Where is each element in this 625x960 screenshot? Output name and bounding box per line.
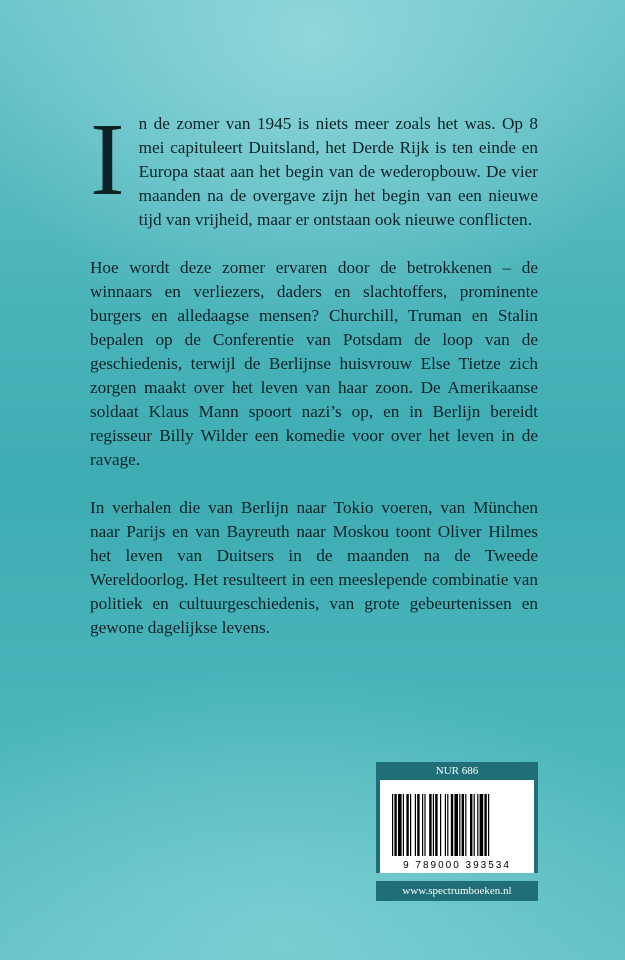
barcode-bar — [403, 794, 404, 856]
barcode-bar — [445, 794, 446, 856]
paragraph-2: Hoe wordt deze zomer ervaren door de betrokkenen – de winnaars en verliezers, daders en slachtoffers, prominente burgers en alledaagse mensen? Churchill, Truman en Stalin bepalen op de Conferentie van Potsdam de loop van de geschiedenis, terwijl de Berlijnse huisvrouw Else Tietze zich zorgen maakt over het leven van haar zoon. De Amerikaanse soldaat Klaus Mann spoort nazi’s op, en in Berlijn bereidt regisseur Billy Wilder een komedie voor over het leven in de ravage. — [90, 258, 538, 469]
barcode-bar — [462, 794, 464, 856]
barcode-bar — [484, 794, 486, 856]
paragraph-1-text: n de zomer van 1945 is niets meer zoals het was. Op 8 mei capituleert Duitsland, het Derde Rijk is ten einde en Europa staat aan het begin van de wederopbouw. De vier maanden na de overgave zijn het begin van een nieuwe tijd van vrijheid, maar er ontstaan ook nieuwe conflicten. — [138, 114, 538, 229]
barcode-bar — [454, 794, 458, 856]
paragraph-1 — [90, 102, 538, 232]
barcode-bar — [488, 794, 489, 856]
barcode-bar — [477, 794, 478, 856]
barcode-bar — [410, 794, 411, 856]
barcode-bar — [394, 794, 396, 856]
barcode-bar — [474, 794, 475, 856]
barcode-bar — [451, 794, 453, 856]
barcode-bar — [424, 794, 425, 856]
barcode-bar — [470, 794, 472, 856]
paragraph-3: In verhalen die van Berlijn naar Tokio voeren, van München naar Parijs en van Bayreuth naar Moskou toont Oliver Hilmes het leven van Duitsers in de maanden na de Tweede Wereldoorlog. Het resulteert in een meeslepende combinatie van politiek en cultuurgeschiedenis, van grote gebeurtenissen en gewone dagelijkse levens. — [90, 498, 538, 637]
nur-label: NUR 686 — [376, 762, 538, 780]
barcode-bar — [433, 794, 434, 856]
isbn-number: 9 789000 393534 — [403, 860, 511, 871]
barcode-graphic — [392, 794, 522, 856]
barcode-bar — [465, 794, 466, 856]
barcode-bar — [480, 794, 484, 856]
drop-cap: I — [90, 102, 125, 217]
barcode-bar — [459, 794, 460, 856]
barcode-bar — [422, 794, 423, 856]
barcode-bar — [435, 794, 437, 856]
blurb — [90, 102, 538, 664]
barcode-block — [376, 762, 538, 901]
barcode-bar — [417, 794, 419, 856]
barcode-bar — [429, 794, 431, 856]
publisher-url: www.spectrumboeken.nl — [376, 881, 538, 901]
barcode-bar — [406, 794, 408, 856]
barcode-bar — [440, 794, 441, 856]
barcode-bar — [398, 794, 402, 856]
barcode-bar — [415, 794, 416, 856]
barcode-box — [376, 780, 538, 873]
barcode-bar — [392, 794, 393, 856]
barcode-bar — [447, 794, 448, 856]
